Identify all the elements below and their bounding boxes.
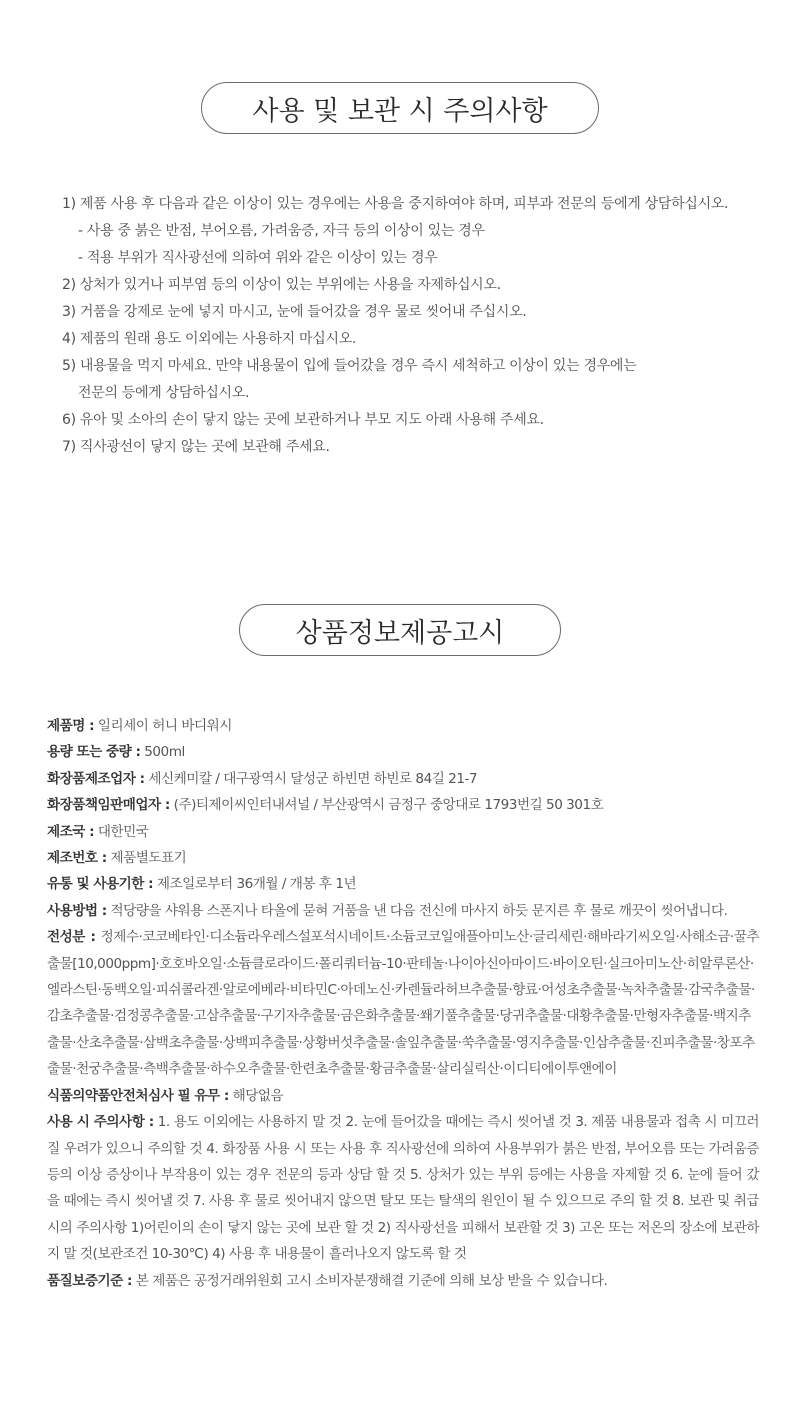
- info-row-product-name: [47, 713, 759, 739]
- caution-item-4: 4) 제품의 원래 용도 이외에는 사용하지 마십시오.: [62, 331, 357, 347]
- caution-item-5-cont: 전문의 등에게 상담하십시오.: [78, 385, 250, 401]
- caution-item-6: 6) 유아 및 소아의 손이 닿지 않는 곳에 보관하거나 부모 지도 아래 사용해 주세요.: [62, 412, 544, 428]
- product-info-section-title: [239, 604, 561, 656]
- caution-list: [62, 191, 782, 461]
- caution-item-2: 2) 상처가 있거나 피부염 등의 이상이 있는 부위에는 사용을 자제하십시오.: [62, 277, 501, 293]
- info-value: 제품별도표기: [106, 850, 187, 867]
- info-row-distributor: [47, 792, 759, 818]
- info-row-precautions: [47, 1109, 759, 1267]
- caution-subitem-2: - 적용 부위가 직사광선에 의하여 위와 같은 이상이 있는 경우: [78, 250, 438, 266]
- info-value: 세신케미칼 / 대구광역시 달성군 하빈면 하빈로 84길 21-7: [144, 770, 478, 787]
- info-label: 유통 및 사용기한 :: [47, 876, 154, 893]
- info-value: 1. 용도 이외에는 사용하지 말 것 2. 눈에 들어갔을 때에는 즉시 씻어낼 것 3. 제품 내용물과 접촉 시 미끄러질 우려가 있으니 주의할 것 4. 화장품 사용 시 또는 사용 후 직사광선에 의하여 사용부위가 붉은 반점, 부어오름 또는 가려움증 등의 이상 증상이나 부작용이 있는 경우 전문의 등과 상담 할 것 5. 상처가 있는 부위 등에는 사용을 자제할 것 6. 눈에 들어 갔을 때에는 즉시 씻어낼 것 7. 사용 후 물로 씻어내지 않으면 탈모 또는 탈색의 원인이 될 수 있으므로 주의 할 것 8. 보관 및 취급 시의 주의사항 1)어린이의 손이 닿지 않는 곳에 보관 할 것 2) 직사광선을 피해서 보관할 것 3) 고온 또는 저온의 장소에 보관하지 말 것(보관조건 10-30℃) 4) 사용 후 내용물이 흘러나오지 않도록 할 것: [47, 1114, 759, 1263]
- info-value: 본 제품은 공정거래위원회 고시 소비자분쟁해결 기준에 의해 보상 받을 수 있습니다.: [131, 1272, 608, 1289]
- caution-section-title: [201, 82, 599, 134]
- info-row-quality-guarantee: [47, 1268, 759, 1294]
- info-label: 용량 또는 중량 :: [47, 744, 141, 761]
- info-label: 품질보증기준 :: [47, 1272, 132, 1289]
- caution-section-title-text: 사용 및 보관 시 주의사항: [252, 95, 548, 127]
- info-value: (주)티제이씨인터내셔널 / 부산광역시 금정구 중앙대로 1793번길 50 301호: [169, 797, 604, 814]
- info-label: 화장품제조업자 :: [47, 770, 145, 787]
- info-value: 일리세이 허니 바디워시: [94, 718, 232, 734]
- info-row-usage: [47, 898, 759, 924]
- info-value: 해당없음: [228, 1087, 284, 1104]
- caution-item-1: 1) 제품 사용 후 다음과 같은 이상이 있는 경우에는 사용을 중지하여야 하며, 피부과 전문의 등에게 상담하십시오.: [62, 196, 729, 212]
- info-row-lot-number: [47, 845, 759, 871]
- info-label: 사용방법 :: [47, 902, 107, 919]
- caution-item-3: 3) 거품을 강제로 눈에 넣지 마시고, 눈에 들어갔을 경우 물로 씻어내 주십시오.: [62, 304, 527, 320]
- info-row-manufacturer: [47, 766, 759, 792]
- info-row-expiry: [47, 871, 759, 897]
- info-row-volume: [47, 739, 759, 765]
- info-label: 전성분 :: [47, 929, 96, 946]
- caution-subitem-1: - 사용 중 붉은 반점, 부어오름, 가려움증, 자극 등의 이상이 있는 경우: [78, 223, 485, 239]
- info-label: 제조번호 :: [47, 850, 107, 867]
- info-row-mfds-review: [47, 1083, 759, 1109]
- product-info-section-title-text: 상품정보제공고시: [295, 617, 505, 649]
- info-label: 제조국 :: [47, 823, 95, 840]
- info-row-country: [47, 819, 759, 845]
- info-label: 식품의약품안전처심사 필 유무 :: [47, 1087, 229, 1104]
- info-value: 정제수·코코베타인·디소듐라우레스설포석시네이트·소듐코코일애플아미노산·글리세린·해바라기씨오일·사해소금·꿀추출물[10,000ppm]·호호바오일·소듐클로라이드·폴리쿼터늄-10·판테놀·나이아신아마이드·바이오틴·실크아미노산·히알루론산·엘라스틴·동백오일·피쉬콜라겐·알로에베라·비타민C·아데노신·카렌듈라허브추출물·향료·어성초추출물·녹차추출물·감국추출물·감초추출물·검정콩추출물·고삼추출물·구기자추출물·금은화추출물·쐐기풀추출물·당귀추출물·대황추출물·만형자추출물·백지추출물·산초추출물·삼백초추출물·상백피추출물·상황버섯추출물·솔잎추출물·쑥추출물·영지추출물·인삼추출물·진피추출물·창포추출물·천궁추출물·측백추출물·하수오추출물·한련초추출물·황금추출물·살리실릭산·이디티에이투앤에이: [47, 929, 759, 1078]
- caution-item-7: 7) 직사광선이 닿지 않는 곳에 보관해 주세요.: [62, 439, 330, 455]
- info-label: 제품명 :: [47, 718, 95, 734]
- caution-item-5: 5) 내용물을 먹지 마세요. 만약 내용물이 입에 들어갔을 경우 즉시 세척하고 이상이 있는 경우에는: [62, 358, 637, 374]
- info-value: 500ml: [140, 744, 185, 761]
- info-label: 화장품책임판매업자 :: [47, 797, 170, 814]
- info-value: 제조일로부터 36개월 / 개봉 후 1년: [153, 876, 357, 893]
- info-value: 대한민국: [94, 823, 149, 840]
- info-value: 적당량을 샤워용 스폰지나 타올에 묻혀 거품을 낸 다음 전신에 마사지 하듯 문지른 후 물로 깨끗이 씻어냅니다.: [106, 902, 728, 919]
- product-info-list: [47, 713, 759, 1294]
- info-row-ingredients: [47, 924, 759, 1082]
- info-label: 사용 시 주의사항 :: [47, 1114, 154, 1131]
